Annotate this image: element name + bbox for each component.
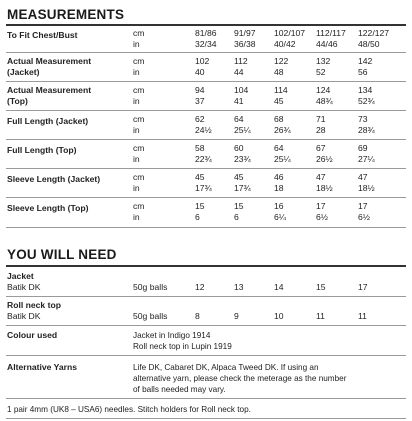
- unit-in: in: [133, 212, 140, 222]
- row-divider: [6, 139, 406, 140]
- you-will-need-top-rule: [6, 265, 406, 267]
- row-label: Sleeve Length (Top): [7, 203, 89, 213]
- value-cm: 60: [234, 143, 244, 153]
- value-in: 17¾: [234, 183, 251, 193]
- value-cm: 68: [274, 114, 284, 124]
- value-cm: 81/86: [195, 28, 217, 38]
- unit-cm: cm: [133, 172, 145, 182]
- value-in: 26¾: [274, 125, 291, 135]
- value-in: 6½: [316, 212, 328, 222]
- value-cm: 46: [274, 172, 284, 182]
- value-cm: 15: [195, 201, 205, 211]
- divider: [6, 398, 406, 399]
- unit-in: in: [133, 67, 140, 77]
- alternative-yarns-line-1: Life DK, Cabaret DK, Alpaca Tweed DK. If using an: [133, 363, 319, 372]
- jacket-balls-size-4: 15: [316, 282, 326, 292]
- value-cm: 16: [274, 201, 284, 211]
- value-in: 6½: [358, 212, 370, 222]
- value-cm: 47: [358, 172, 368, 182]
- colour-used-label: Colour used: [7, 330, 58, 340]
- value-cm: 102/107: [274, 28, 306, 38]
- row-label: Full Length (Top): [7, 145, 77, 155]
- value-cm: 112: [234, 56, 248, 66]
- value-cm: 15: [234, 201, 244, 211]
- value-cm: 124: [316, 85, 331, 95]
- row-label: To Fit Chest/Bust: [7, 30, 78, 40]
- value-cm: 114: [274, 85, 288, 95]
- value-in: 6¼: [274, 212, 286, 222]
- unit-cm: cm: [133, 56, 145, 66]
- value-in: 32/34: [195, 39, 217, 49]
- value-cm: 104: [234, 85, 249, 95]
- row-divider: [6, 52, 406, 53]
- divider: [6, 296, 406, 297]
- row-label: (Top): [7, 96, 28, 106]
- value-cm: 58: [195, 143, 205, 153]
- row-label: Actual Measurement: [7, 85, 92, 95]
- value-in: 44/46: [316, 39, 338, 49]
- top-title: Roll neck top: [7, 300, 61, 310]
- jacket-balls-size-3: 14: [274, 282, 284, 292]
- value-cm: 91/97: [234, 28, 256, 38]
- measurements-top-rule: [6, 24, 406, 26]
- value-in: 6: [234, 212, 239, 222]
- value-cm: 112/117: [316, 28, 346, 38]
- unit-in: in: [133, 96, 140, 106]
- value-in: 23¾: [234, 154, 251, 164]
- value-in: 18: [274, 183, 284, 193]
- value-in: 48/50: [358, 39, 380, 49]
- unit-cm: cm: [133, 85, 145, 95]
- value-cm: 45: [195, 172, 205, 182]
- unit-in: in: [133, 154, 140, 164]
- value-in: 48¾: [316, 96, 333, 106]
- top-balls-size-3: 10: [274, 311, 284, 321]
- top-yarn: Batik DK: [7, 311, 41, 321]
- value-in: 52¾: [358, 96, 375, 106]
- alternative-yarns-line-2: alternative yarn, please check the meterage as the number: [133, 374, 347, 383]
- value-in: 40/42: [274, 39, 296, 49]
- jacket-balls-size-5: 17: [358, 282, 368, 292]
- unit-cm: cm: [133, 114, 145, 124]
- value-in: 26½: [316, 154, 333, 164]
- value-cm: 67: [316, 143, 326, 153]
- value-cm: 134: [358, 85, 373, 95]
- jacket-unit: 50g balls: [133, 282, 168, 292]
- value-cm: 45: [234, 172, 244, 182]
- row-label: Sleeve Length (Jacket): [7, 174, 101, 184]
- value-in: 18½: [358, 183, 375, 193]
- value-cm: 122/127: [358, 28, 390, 38]
- alternative-yarns-line-3: of balls needed may vary.: [133, 385, 226, 394]
- alternative-yarns-label: Alternative Yarns: [7, 362, 78, 372]
- value-cm: 73: [358, 114, 368, 124]
- value-in: 25¼: [274, 154, 291, 164]
- value-cm: 71: [316, 114, 326, 124]
- value-in: 25¼: [234, 125, 251, 135]
- bottom-rule: [6, 418, 406, 419]
- row-divider: [6, 197, 406, 198]
- row-label: (Jacket): [7, 67, 40, 77]
- unit-cm: cm: [133, 28, 145, 38]
- value-in: 22¾: [195, 154, 212, 164]
- top-balls-size-1: 8: [195, 311, 200, 321]
- value-cm: 69: [358, 143, 368, 153]
- row-label: Actual Measurement: [7, 56, 92, 66]
- jacket-balls-size-2: 13: [234, 282, 244, 292]
- value-cm: 62: [195, 114, 205, 124]
- row-divider: [6, 227, 406, 228]
- value-cm: 17: [358, 201, 368, 211]
- unit-cm: cm: [133, 143, 145, 153]
- row-divider: [6, 110, 406, 111]
- row-divider: [6, 168, 406, 169]
- unit-in: in: [133, 125, 140, 135]
- value-in: 41: [234, 96, 244, 106]
- divider: [6, 355, 406, 356]
- unit-in: in: [133, 183, 140, 193]
- top-unit: 50g balls: [133, 311, 168, 321]
- colour-line-top: Roll neck top in Lupin 1919: [133, 342, 232, 351]
- value-in: 37: [195, 96, 205, 106]
- value-in: 45: [274, 96, 284, 106]
- row-divider: [6, 81, 406, 82]
- value-cm: 142: [358, 56, 373, 66]
- divider: [6, 325, 406, 326]
- value-in: 28¾: [358, 125, 375, 135]
- value-in: 56: [358, 67, 368, 77]
- value-cm: 122: [274, 56, 289, 66]
- value-in: 6: [195, 212, 200, 222]
- needles-note: 1 pair 4mm (UK8 – USA6) needles. Stitch holders for Roll neck top.: [7, 405, 251, 414]
- jacket-balls-size-1: 12: [195, 282, 205, 292]
- value-cm: 64: [234, 114, 244, 124]
- value-in: 52: [316, 67, 326, 77]
- jacket-title: Jacket: [7, 271, 34, 281]
- value-in: 36/38: [234, 39, 256, 49]
- value-in: 48: [274, 67, 284, 77]
- top-balls-size-4: 11: [316, 311, 325, 321]
- colour-line-jacket: Jacket in Indigo 1914: [133, 331, 211, 340]
- value-in: 24½: [195, 125, 212, 135]
- jacket-yarn: Batik DK: [7, 282, 41, 292]
- value-in: 27¼: [358, 154, 375, 164]
- value-cm: 132: [316, 56, 331, 66]
- unit-in: in: [133, 39, 140, 49]
- value-cm: 94: [195, 85, 205, 95]
- value-in: 17¾: [195, 183, 212, 193]
- row-label: Full Length (Jacket): [7, 116, 89, 126]
- value-in: 44: [234, 67, 244, 77]
- top-balls-size-2: 9: [234, 311, 239, 321]
- value-cm: 64: [274, 143, 284, 153]
- measurements-heading: MEASUREMENTS: [7, 7, 125, 22]
- value-in: 18½: [316, 183, 333, 193]
- you-will-need-heading: YOU WILL NEED: [7, 247, 117, 262]
- unit-cm: cm: [133, 201, 145, 211]
- top-balls-size-5: 11: [358, 311, 367, 321]
- value-cm: 102: [195, 56, 210, 66]
- value-cm: 17: [316, 201, 326, 211]
- value-cm: 47: [316, 172, 326, 182]
- value-in: 40: [195, 67, 205, 77]
- value-in: 28: [316, 125, 326, 135]
